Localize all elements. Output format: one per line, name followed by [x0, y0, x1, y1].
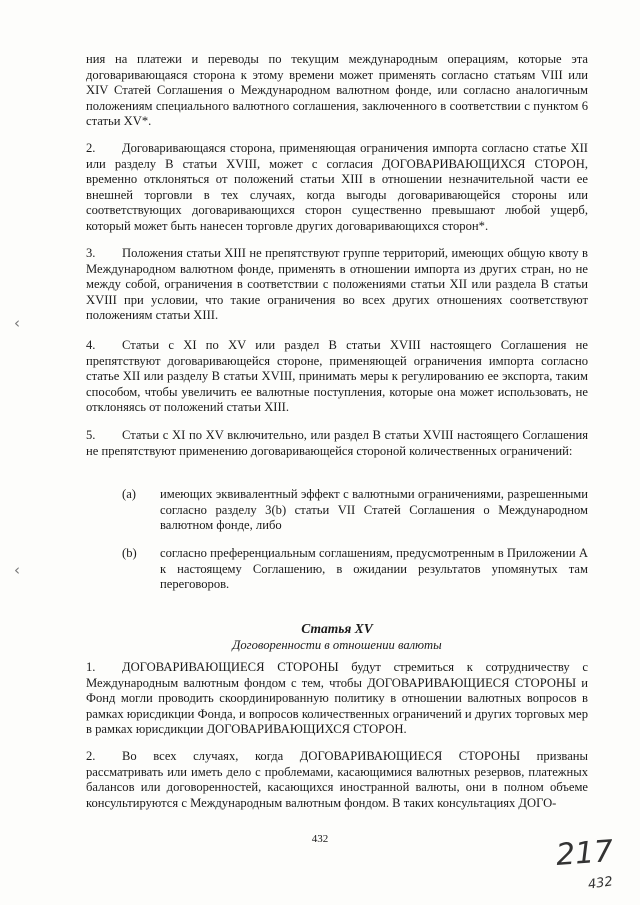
subitem-label: (a) [122, 487, 136, 501]
article-title: Статья XV [301, 621, 373, 636]
paragraph-number: 3. [86, 246, 96, 260]
article-subtitle: Договоренности в отношении валюты [232, 638, 442, 652]
margin-mark: ‹ [14, 561, 20, 579]
paragraph-number: 1. [86, 660, 96, 674]
paragraph-5: 5. Статьи с XI по XV включительно, или раздел B статьи XVIII настоящего Соглашения не препятствуют применению договаривающейся стороной количественных ограничений: [86, 428, 588, 458]
article-paragraph-2: 2. Во всех случаях, когда ДОГОВАРИВАЮЩИЕСЯ СТОРОНЫ призваны рассматривать или иметь дело с проблемами, касающимися валютных резервов, платежных балансов или договоренностей, касающихся иностранной валюты, они в полном объеме консультируются с Международным валютным фондом. В таких консультациях ДОГО- [86, 749, 588, 810]
margin-mark: ‹ [14, 314, 20, 332]
paragraph-number: 2. [86, 141, 96, 155]
paragraph-number: 4. [86, 338, 96, 352]
page-number: 432 [311, 833, 329, 845]
paragraph-number: 2. [86, 749, 96, 763]
paragraph-3: 3. Положения статьи XIII не препятствуют группе территорий, имеющих общую квоту в Международном валютном фонде, применять в отношении импорта из других стран, но не между собой, ограничения в соответствии с положениями статьи XII или раздела B статьи XVIII при условии, что такие ограничения во всех других отношениях соответствуют положениям статьи XIII. [86, 246, 588, 323]
paragraph-continuation: ния на платежи и переводы по текущим международным операциям, которые эта договаривающаяся сторона к этому времени может применять согласно статьям VIII или XIV Статей Соглашения о Международном валютном фонде, или согласно аналогичным положениям специального валютного соглашения, заключенного в соответствии с пунктом 6 статьи XV*. [86, 52, 588, 129]
subitem-label: (b) [122, 546, 137, 560]
article-paragraph-1: 1. ДОГОВАРИВАЮЩИЕСЯ СТОРОНЫ будут стремиться к сотрудничеству с Международным валютным фондом с тем, чтобы ДОГОВАРИВАЮЩИЕСЯ СТОРОНЫ и Фонд могли проводить скоординированную политику в отношении валютных вопросов в рамках юрисдикции Фонда, и вопросов количественных ограничений и других торговых мер в рамках юрисдикции ДОГОВАРИВАЮЩИХСЯ СТОРОН. [86, 660, 588, 737]
subitem-text: согласно преференциальным соглашениям, предусмотренным в Приложении A к настоящему Соглашению, в ожидании результатов упомянутых там переговоров. [160, 546, 588, 592]
paragraph-number: 5. [86, 428, 96, 442]
handwritten-page-mark: 217 [554, 834, 615, 873]
subitem-text: имеющих эквивалентный эффект с валютными ограничениями, разрешенными согласно разделу 3(b) статьи VII Статей Соглашения о Международном валютном фонде, либо [160, 487, 588, 533]
paragraph-4: 4. Статьи с XI по XV или раздел B статьи XVIII настоящего Соглашения не препятствуют договаривающейся стороне, применяющей ограничения импорта согласно статье XII или разделу B статьи XVIII, принимать меры к регулированию ее экспорта, таким способом, чтобы увеличить ее валютные поступления, которые она может использовать, не отклоняясь от положений статьи XIII. [86, 338, 588, 415]
handwritten-small-mark: 432 [587, 874, 614, 893]
paragraph-2: 2. Договаривающаяся сторона, применяющая ограничения импорта согласно статье XII или разделу B статьи XVIII, может с согласия ДОГОВАРИВАЮЩИХСЯ СТОРОН, временно отклоняться от положений статьи XIII в отношении незначительной части ее внешней торговли в тех случаях, когда выгоды договаривающейся стороны или соответствующих договаривающихся сторон существенно превышают любой ущерб, который может быть нанесен торговле других договаривающихся сторон*. [86, 141, 588, 233]
